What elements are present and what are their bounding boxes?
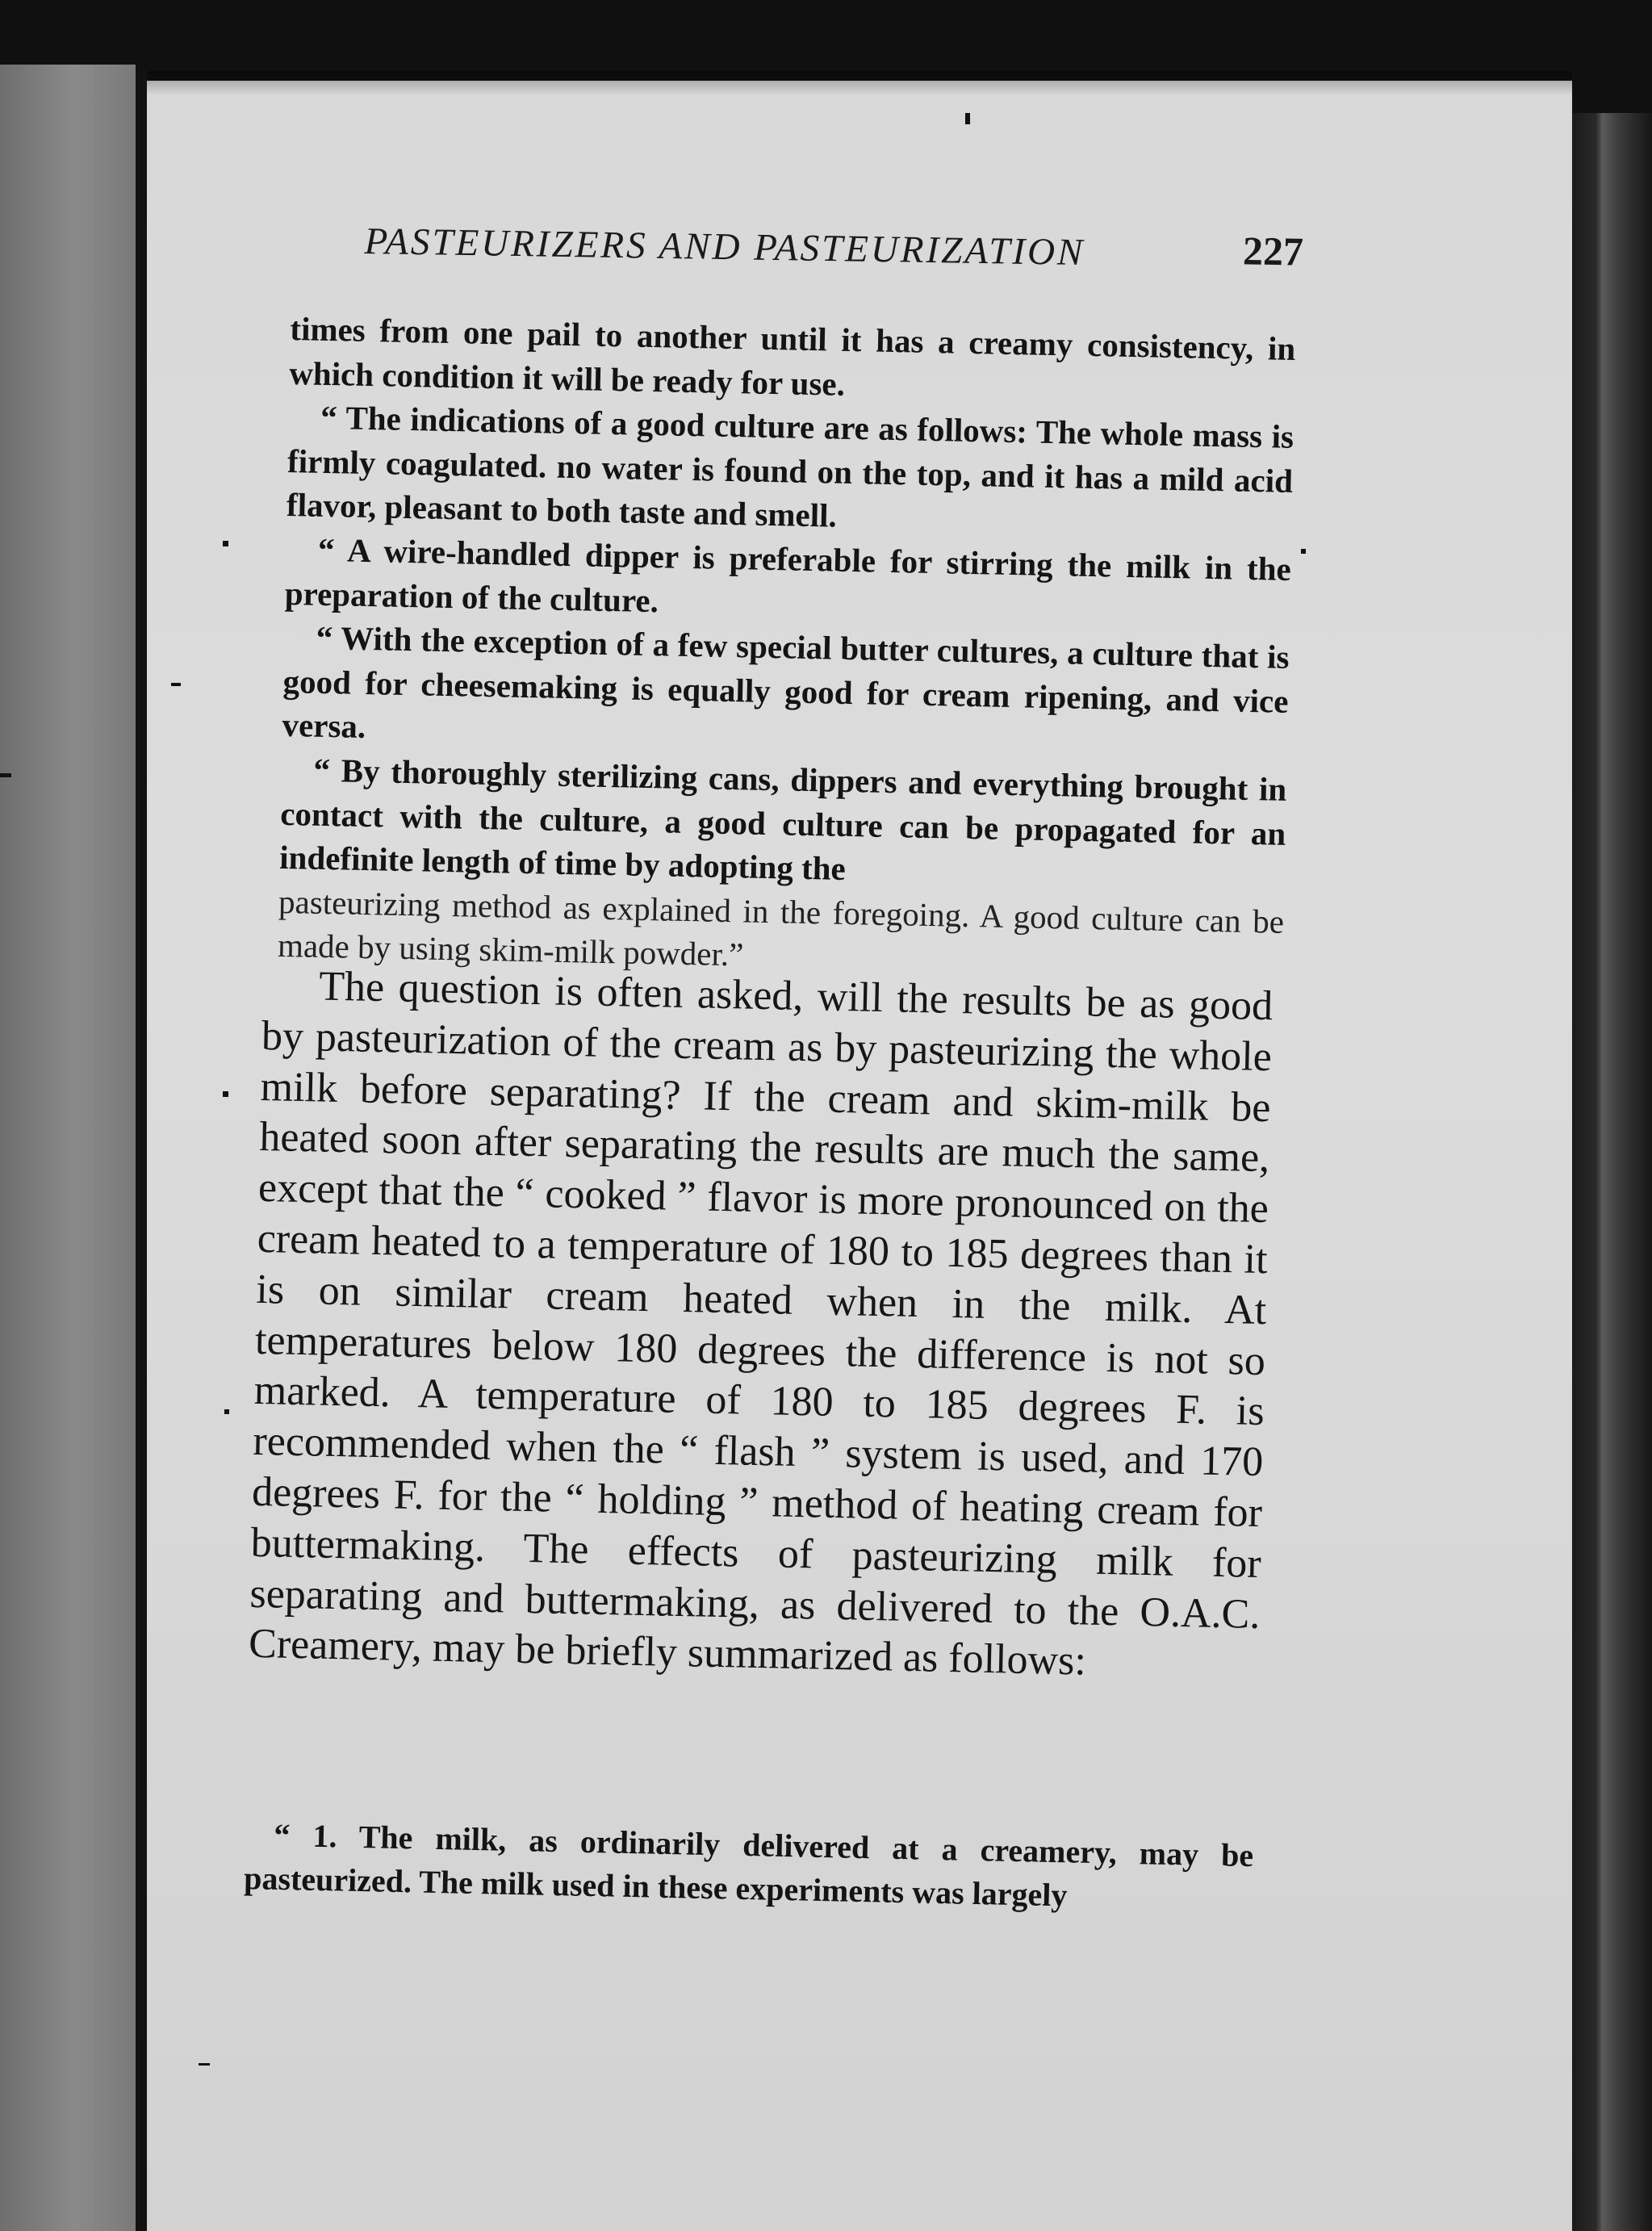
facing-page-edge — [0, 65, 136, 2231]
quoted-paragraph: “ A wire-handled dipper is preferable for stirring the milk in the preparation of the culture. — [284, 530, 1292, 619]
scan-speck — [1301, 549, 1306, 554]
quoted-list-item-text: “ 1. The milk, as ordinarily delivered at a creamery, may be pasteurized. The milk used in these experiments was largely — [243, 1816, 1254, 1914]
scan-speck — [199, 2063, 210, 2066]
page-top-shadow — [147, 71, 1572, 95]
quoted-paragraph: “ The indications of a good culture are as follows: The whole mass is firmly coagulated. no water is found on the top, and it has a mild acid flavor, pleasant to both taste and smell. — [286, 398, 1294, 535]
scan-speck — [0, 773, 11, 777]
scan-speck — [171, 683, 181, 686]
book-gutter — [136, 71, 147, 2231]
running-head: PASTEURIZERS AND PASTEURIZATION — [364, 220, 1085, 274]
quoted-paragraph: pasteurizing method as explained in the foregoing. A good culture can be made by using skim-milk powder.” — [277, 882, 1285, 973]
quoted-paragraph: “ By thoroughly sterilizing cans, dippers and everything brought in contact with the culture, a good culture can be propagated for an indefinite length of time by adopting the — [278, 751, 1287, 888]
scan-speck — [965, 113, 970, 124]
scan-speck — [223, 541, 228, 546]
scan-speck — [223, 1091, 228, 1097]
scan-speck — [224, 1409, 229, 1414]
quoted-paragraph: “ With the exception of a few special butter cultures, a culture that is good for cheesemaking is equally good for cream ripening, and vice versa. — [282, 618, 1290, 746]
page-right-edge — [1572, 113, 1652, 2231]
page-number: 227 — [1242, 228, 1304, 274]
quoted-instructions — [278, 307, 1296, 988]
body-paragraph-text: The question is often asked, will the results be as good by pasteurization of the cream as by pasteurizing the whole milk before separating? If the cream and skim-milk be heated soon after separating the results are much the same, except that the “ cooked ” flavor is more pronounced on the cream heated to a temperature of 180 to 185 degrees than it is on similar cream heated when in the milk. At temperatures below 180 degrees the difference is not so marked. A temperature of 180 to 185 degrees F. is recommended when the “ flash ” system is used, and 170 degrees F. for the “ holding ” method of heating cream for buttermaking. The effects of pasteurizing milk for separating and buttermaking, as delivered to the O.A.C. Creamery, may be briefly summarized as follows: — [248, 963, 1274, 1685]
quoted-paragraph: times from one pail to another until it has a creamy consistency, in which condition it will be ready for use. — [288, 309, 1296, 403]
body-paragraph — [249, 961, 1274, 1691]
